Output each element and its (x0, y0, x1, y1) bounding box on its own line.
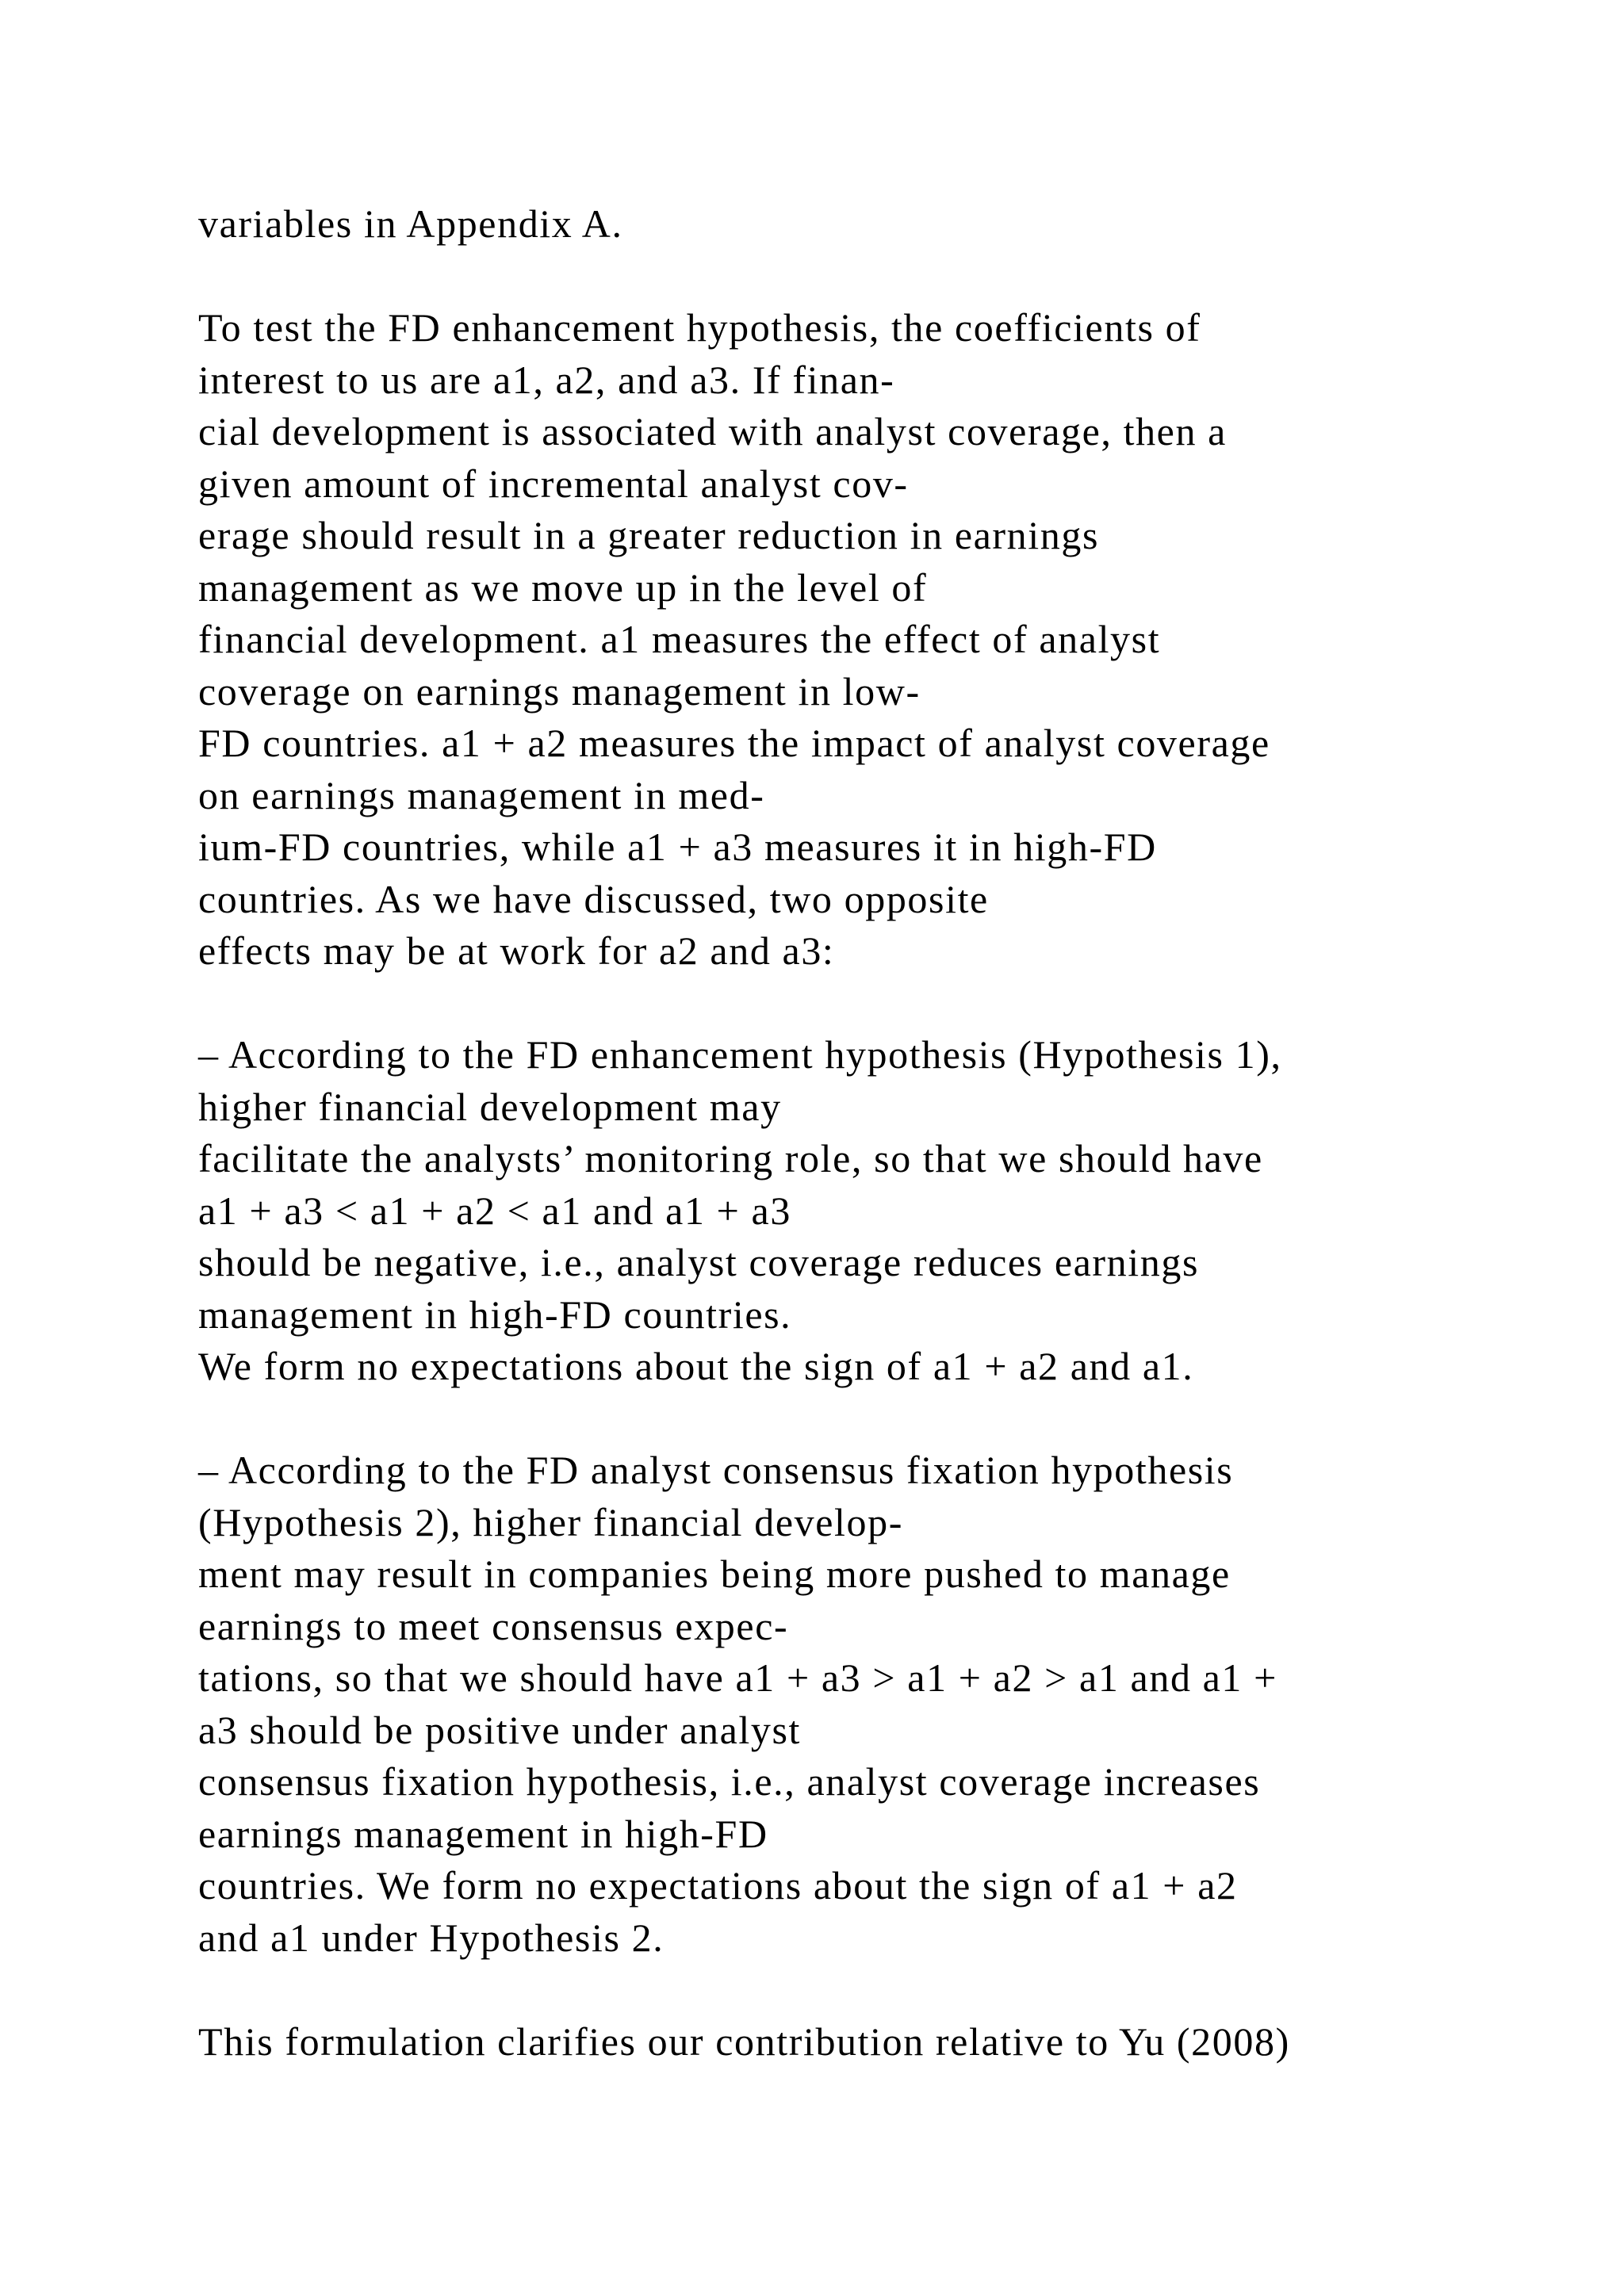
text-line: FD countries. a1 + a2 measures the impact of analyst coverage (198, 721, 1270, 765)
blank-line (198, 251, 1610, 303)
text-line: ium-FD countries, while a1 + a3 measures it in high-FD (198, 825, 1157, 869)
text-line: countries. We form no expectations about the sign of a1 + a2 (198, 1863, 1238, 1908)
text-line: effects may be at work for a2 and a3: (198, 928, 835, 973)
text-line: To test the FD enhancement hypothesis, the coefficients of (198, 305, 1201, 350)
text-line: management in high-FD countries. (198, 1292, 792, 1337)
text-line: earnings to meet consensus expec- (198, 1603, 789, 1648)
text-line: management as we move up in the level of (198, 564, 928, 610)
text-line: on earnings management in med- (198, 772, 765, 817)
text-line: a1 + a3 < a1 + a2 < a1 and a1 + a3 (198, 1188, 791, 1233)
text-line: – According to the FD enhancement hypothesis (Hypothesis 1), (198, 1032, 1282, 1077)
text-line: – According to the FD analyst consensus fixation hypothesis (198, 1448, 1234, 1492)
text-line: erage should result in a greater reduction in earnings (198, 513, 1100, 557)
body-text (198, 198, 1610, 2068)
text-line: cial development is associated with analyst coverage, then a (198, 409, 1227, 453)
text-line: ment may result in companies being more pushed to manage (198, 1552, 1231, 1596)
text-line: We form no expectations about the sign of a1 + a2 and a1. (198, 1344, 1194, 1388)
text-line: and a1 under Hypothesis 2. (198, 1915, 665, 1960)
text-line: coverage on earnings management in low- (198, 668, 921, 714)
text-line: consensus fixation hypothesis, i.e., analyst coverage increases (198, 1759, 1261, 1804)
text-line: should be negative, i.e., analyst coverage reduces earnings (198, 1240, 1200, 1284)
text-line: earnings management in high-FD (198, 1811, 768, 1856)
text-line: variables in Appendix A. (198, 201, 623, 246)
text-line: facilitate the analysts’ monitoring role, so that we should have (198, 1136, 1263, 1181)
blank-line (198, 1964, 1610, 2016)
blank-line (198, 1393, 1610, 1445)
text-line: countries. As we have discussed, two opposite (198, 876, 989, 921)
text-line: a3 should be positive under analyst (198, 1707, 802, 1752)
text-line: tations, so that we should have a1 + a3 > a1 + a2 > a1 and a1 + (198, 1655, 1277, 1700)
text-line: financial development. a1 measures the effect of analyst (198, 617, 1161, 661)
text-line: higher financial development may (198, 1084, 782, 1129)
text-line: given amount of incremental analyst cov- (198, 461, 909, 506)
text-line: interest to us are a1, a2, and a3. If finan- (198, 357, 895, 402)
text-line: This formulation clarifies our contribution relative to Yu (2008) (198, 2019, 1290, 2064)
text-line: (Hypothesis 2), higher financial develop- (198, 1499, 903, 1544)
blank-line (198, 978, 1610, 1030)
